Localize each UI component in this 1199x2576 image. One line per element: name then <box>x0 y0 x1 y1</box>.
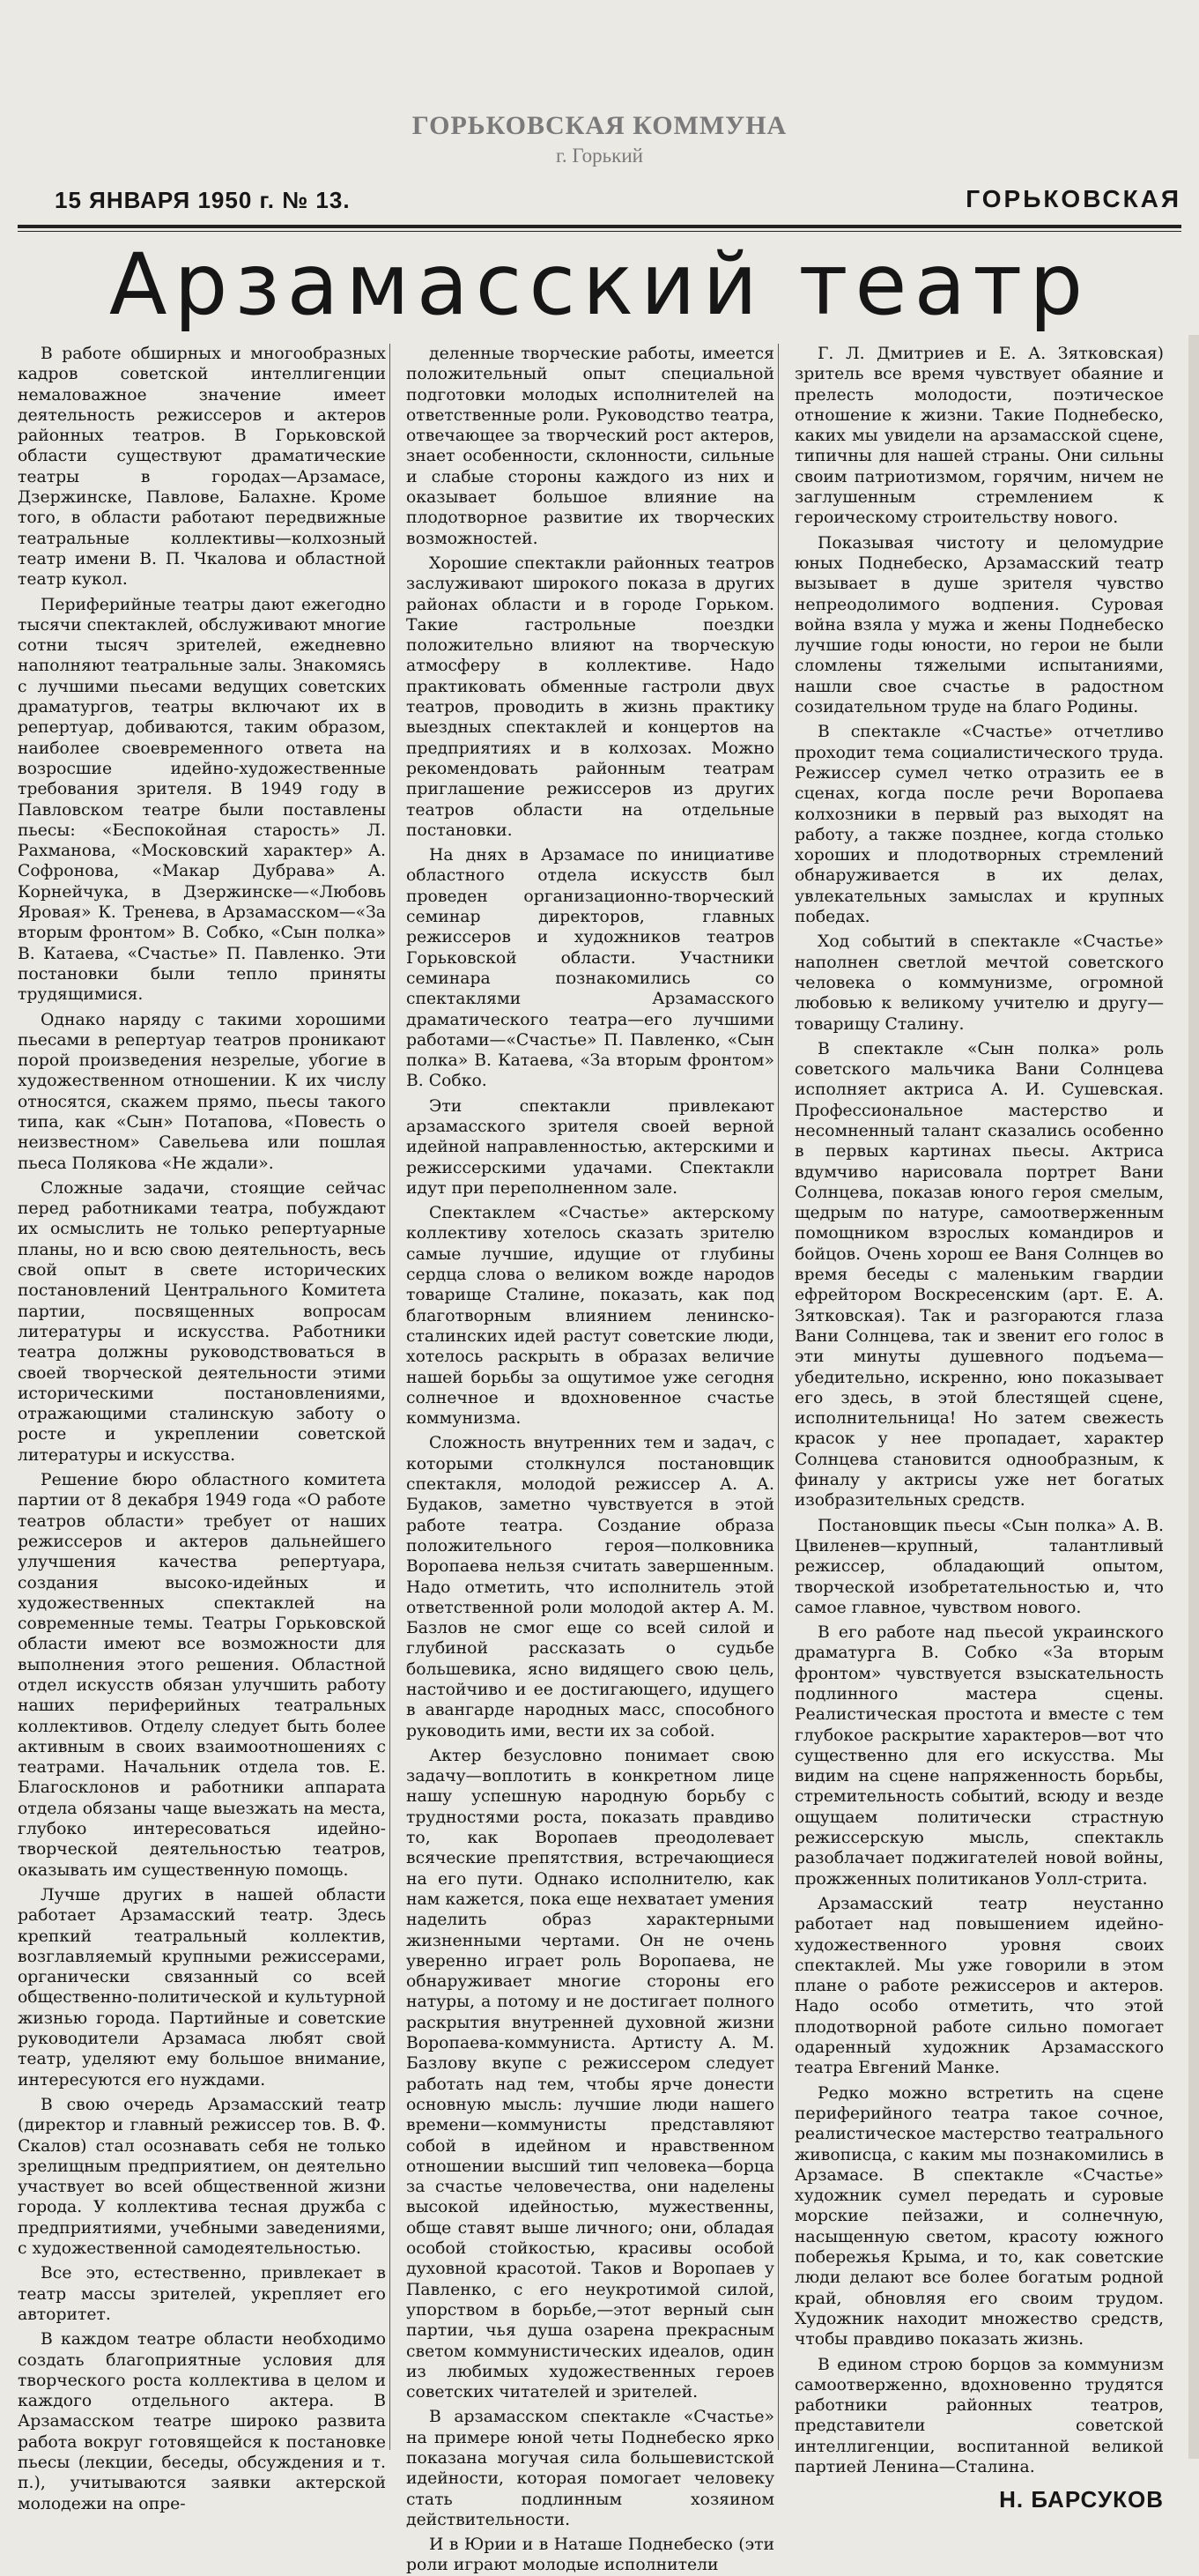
paragraph: Постановщик пьесы «Сын полка» А. В. Цвиленев—крупный, талантливый режиссер, обладающий опытом, творческой изобретательностью и, что самое главное, чувством нового. <box>795 1516 1164 1617</box>
paragraph: деленные творческие работы, имеется положительный опыт специальной подготовки молодых исполнителей на ответственные роли. Руководство театра, отвечающее за творческий рост актеров, знает особенности, склонности, сильные и слабые стороны каждого из них и оказывает большое влияние на плодотворное развитие их творческих возможностей. <box>406 345 774 548</box>
paragraph: Лучше других в нашей области работает Арзамасский театр. Здесь крепкий театральный коллектив, возглавляемый крупными режиссерами, органически связанный со всей общественно-политической и культурной жизнью города. Партийные и советские руководители Арзамаса любят свой театр, уделяют ему большое внимание, интересуются его нуждами. <box>18 1885 386 2090</box>
newspaper-name: ГОРЬКОВСКАЯ <box>966 185 1181 212</box>
stamp-paper-name: ГОРЬКОВСКАЯ КОММУНА <box>411 111 788 140</box>
archive-stamp <box>0 111 1199 167</box>
paragraph: Арзамасский театр неустанно работает над повышением идейно-художественного уровня своих спектаклей. Мы уже говорили в этом плане о работе режиссеров и актеров. Надо особо отметить, что этой плодотворной работе сильно помогает одаренный художник Арзамасского театра Евгений Манке. <box>795 1894 1164 2078</box>
article-title: Арзамасский театр <box>108 235 1091 334</box>
paragraph: Г. Л. Дмитриев и Е. А. Зятковская) зритель все время чувствует обаяние и прелесть молодости, поэтическое отношение к жизни. Такие Поднебеско, каких мы увидели на арзамасской сцене, типичны для нашей страны. Они сильны своим патриотизмом, горячим, ничем не заглушенным стремлением к героическому строительству нового. <box>795 345 1164 528</box>
paragraph: В его работе над пьесой украинского драматурга В. Собко «За вторым фронтом» чувствуется взыскательность подлинного мастера сцены. Реалистическая простота и вместе с тем глубокое раскрытие характеров—вот что существенно для его искусства. Мы видим на сцене напряженность борьбы, стремительность событий, всюду и везде ощущаем политически страстную режиссерскую мысль, спектакль разоблачает поджигателей новой войны, прожженных политиканов Уолл-стрита. <box>795 1623 1164 1889</box>
paragraph: Эти спектакли привлекают арзамасского зрителя своей верной идейной направленностью, актерскими и режиссерскими удачами. Спектакли идут при переполненном зале. <box>406 1096 774 1198</box>
stamp-city: г. Горький <box>556 145 643 167</box>
paragraph: Показывая чистоту и целомудрие юных Поднебеско, Арзамасский театр вызывает в душе зрителя чувство непреодолимого водпения. Суровая война взяла у мужа и жены Поднебеско лучшие годы юности, но герои не были сломлены тяжелыми испытаниями, нашли свое счастье в радостном созидательном труде на благо Родины. <box>795 533 1164 717</box>
paragraph: Спектаклем «Счастье» актерскому коллективу хотелось сказать зрителю самые лучшие, идущие от глубины сердца слова о великом вожде народов товарище Сталине, показать, как под благотворным влиянием ленинско-сталинских идей растут советские люди, хотелось раскрыть в образах величие нашей борьбы за ощутимое уже сегодня солнечное и вдохновенное счастье коммунизма. <box>406 1204 774 1429</box>
issue-dateline: 15 ЯНВАРЯ 1950 г. № 13. <box>55 187 351 213</box>
header-rule-thin <box>18 231 1181 232</box>
paragraph: Сложные задачи, стоящие сейчас перед работниками театра, побуждают их осмыслить не только репертуарные планы, но и всю свою деятельность, весь свой опыт в свете исторических постановлений Центрального Комитета партии, посвященных вопросам литературы и искусства. Работники театра должны руководствоваться в своей творческой деятельности этими историческими постановлениями, отражающими сталинскую заботу о росте и укреплении советской литературы и искусства. <box>18 1178 386 1465</box>
paragraph: В работе обширных и многообразных кадров советской интеллигенции немаловажное значение имеет деятельность режиссеров и актеров районных театров. В Горьковской области существуют драматические театры в городах—Арзамасе, Дзержинске, Павлове, Балахне. Кроме того, в области работают передвижные театральные коллективы—колхозный театр имени В. П. Чкалова и областной театр кукол. <box>18 345 386 590</box>
paragraph: Однако наряду с такими хорошими пьесами в репертуар театров проникают порой произведения незрелые, убогие в художественном отношении. К их числу относятся, скажем прямо, пьесы такого типа, как «Сын» Потапова, «Повесть о неизвестном» Савельева или пошлая пьеса Полякова «Не ждали». <box>18 1010 386 1173</box>
paragraph: Хорошие спектакли районных театров заслуживают широкого показа в других районах области и в городе Горьком. Такие гастрольные поездки положительно влияют на творческую атмосферу в коллективе. Надо практиковать обменные гастроли двух театров, проводить в жизнь практику выездных спектаклей и концертов на предприятиях и в колхозах. Можно рекомендовать районным театрам приглашение режиссеров из других театров области на отдельные постановки. <box>406 553 774 840</box>
paragraph: Ход событий в спектакле «Счастье» наполнен светлой мечтой советского человека о коммунизме, огромной любовью к великому учителю и другу—товарищу Сталину. <box>795 932 1164 1034</box>
article-column-1 <box>18 344 390 2513</box>
paragraph: Периферийные театры дают ежегодно тысячи спектаклей, обслуживают многие сотни тысяч зрителей, ежедневно наполняют театральные залы. Знакомясь с лучшими пьесами ведущих советских драматургов, театры включают их в репертуар, добиваются, таким образом, наиболее своевременного ответа на возросшие идейно-художественные требования зрителя. В 1949 году в Павловском театре были поставлены пьесы: «Беспокойная старость» Л. Рахманова, «Московский характер» А. Софронова, «Макар Дубрава» А. Корнейчука, в Дзержинске—«Любовь Яровая» К. Тренева, в Арзамасском—«За вторым фронтом» В. Собко, «Сын полка» В. Катаева, «Счастье» П. Павленко. Эти постановки были тепло приняты трудящимися. <box>18 595 386 1005</box>
article-column-3 <box>795 344 1167 2513</box>
article-body <box>18 344 1167 2575</box>
header-rule <box>18 225 1181 228</box>
paragraph: Редко можно встретить на сцене периферийного театра такое сочное, реалистическое мастерство театрального живописца, с каким мы познакомились в Арзамасе. В спектакле «Счастье» художник сумел передать и суровые морские пейзажи, и солнечную, насыщенную светом, красоту южного побережья Крыма, и то, как советские люди делают все более богатым родной край, обновляя его своим трудом. Художник находит множество средств, чтобы правдиво показать жизнь. <box>795 2083 1164 2350</box>
paragraph: На днях в Арзамасе по инициативе областного отдела искусств был проведен организационно-творческий семинар директоров, главных режиссеров и художников театров Горьковской области. Участники семинара познакомились со спектаклями Арзамасского драматического театра—его лучшими работами—«Счастье» П. Павленко, «Сын полка» В. Катаева, «За вторым фронтом» В. Собко. <box>406 846 774 1091</box>
paragraph: В спектакле «Сын полка» роль советского мальчика Вани Солнцева исполняет актриса А. И. Сушевская. Профессиональное мастерство и несомненный талант сказались особенно в первых картинах пьесы. Актриса вдумчиво нарисовала портрет Вани Солнцева, показав юного героя смелым, щедрым по натуре, самоотверженным помощником взрослых командиров и бойцов. Очень хорош ее Ваня Солнцев во время беседы с маленьким гвардии ефрейтором Воскресенским (арт. Е. А. Зятковская). Так и разгораются глаза Вани Солнцева, так и звенит его голос в эти минуты душевного подъема—убедительно, искренно, юно показывает его здесь, в этой блестящей сцене, исполнительница! Но затем свежесть красок у нее пропадает, характер Солнцева становится однообразным, к финалу у актрисы уже нет богатых изобразительных средств. <box>795 1039 1164 1511</box>
article-column-2 <box>406 344 779 2575</box>
paragraph: В каждом театре области необходимо создать благоприятные условия для творческого роста коллектива в целом и каждого отдельного актера. В Арзамасском театре широко развита работа вокруг готовящейся к постановке пьесы (лекции, беседы, обсуждения и т. п.), учитываются заявки актерской молодежи на опре- <box>18 2330 386 2513</box>
paragraph: Сложность внутренних тем и задач, с которыми столкнулся постановщик спектакля, молодой режиссер А. А. Будаков, заметно чувствуется в этой работе театра. Создание образа положительного героя—полковника Воропаева нельзя считать завершенным. Надо отметить, что исполнитель этой ответственной роли молодой актер А. М. Базлов не смог еще со всей силой и глубиной рассказать о судьбе большевика, ясно видящего свою цель, настойчиво и ее достигающего, идущего в авангарде народных масс, способного руководить ими, вести их за собой. <box>406 1434 774 1741</box>
paragraph: В арзамасском спектакле «Счастье» на примере юной четы Поднебеско ярко показана могучая сила большевистской идейности, которая помогает человеку стать подлинным хозяином действительности. <box>406 2408 774 2529</box>
paragraph: В спектакле «Счастье» отчетливо проходит тема социалистического труда. Режиссер сумел четко отразить ее в сценах, когда после речи Воропаева колхозники в первый раз выходят на работу, а также позднее, когда столько хороших и плодотворных стремлений обнаруживается в их делах, увлекательных замыслах и крупных победах. <box>795 723 1164 927</box>
paragraph: И в Юрии и в Наташе Поднебеско (эти роли играют молодые исполнители <box>406 2535 774 2575</box>
author-signature: Н. БАРСУКОВ <box>999 2486 1164 2513</box>
paragraph: В едином строю борцов за коммунизм самоотверженно, вдохновенно трудятся работники районных театров, представители советской интеллигенции, воспитанной великой партией Ленина—Сталина. <box>795 2355 1164 2476</box>
paragraph: Актер безусловно понимает свою задачу—воплотить в конкретном лице нашу успешную народную борьбу с трудностями роста, показать правдиво то, как Воропаев преодолевает всяческие препятствия, встречающиеся на его пути. Однако исполнителю, как нам кажется, пока еще нехватает умения наделить образ характерными жизненными чертами. Он не очень уверенно играет роль Воропаева, не обнаруживает многие стороны его натуры, а потому и не достигает полного раскрытия внутренней духовной жизни Воропаева-коммуниста. Артисту А. М. Базлову вкупе с режиссером следует работать над тем, чтобы ярче донести основную мысль: лучшие люди нашего времени—коммунисты представляют собой в идейном и нравственном отношении высший тип человека—борца за счастье человечества, они наделены высокой идейностью, мужественны, обще ставят выше личного; они, обладая особой стойкостью, красивы особой духовной красотой. Таков и Воропаев у Павленко, с его неукротимой силой, упорством в борьбе,—этот верный сын партии, чья душа озарена прекрасным светом коммунистических идеалов, один из любимых художественных героев советских читателей и зрителей. <box>406 1746 774 2402</box>
paragraph: В свою очередь Арзамасский театр (директор и главный режиссер тов. В. Ф. Скалов) стал осознавать себя не только зрелищным предприятием, он деятельно участвует во всей общественной жизни города. У коллектива тесная дружба с предприятиями, учебными заведениями, с художественной самодеятельностью. <box>18 2095 386 2259</box>
page-edge-shadow <box>1188 335 1199 2459</box>
paragraph: Решение бюро областного комитета партии от 8 декабря 1949 года «О работе театров области» требует от наших режиссеров и актеров дальнейшего улучшения качества репертуара, создания высоко-идейных и художественных спектаклей на современные темы. Театры Горьковской области имеют все возможности для выполнения этого решения. Областной отдел искусств обязан улучшить работу наших периферийных театральных коллективов. Отделу следует быть более активным в своих взаимоотношениях с театрами. Начальник отдела тов. Е. Благосклонов и работники аппарата отдела обязаны чаще выезжать на места, глубоко интересоваться идейно-творческой деятельностью театров, оказывать им существенную помощь. <box>18 1471 386 1880</box>
paragraph: Все это, естественно, привлекает в театр массы зрителей, укрепляет его авторитет. <box>18 2264 386 2324</box>
